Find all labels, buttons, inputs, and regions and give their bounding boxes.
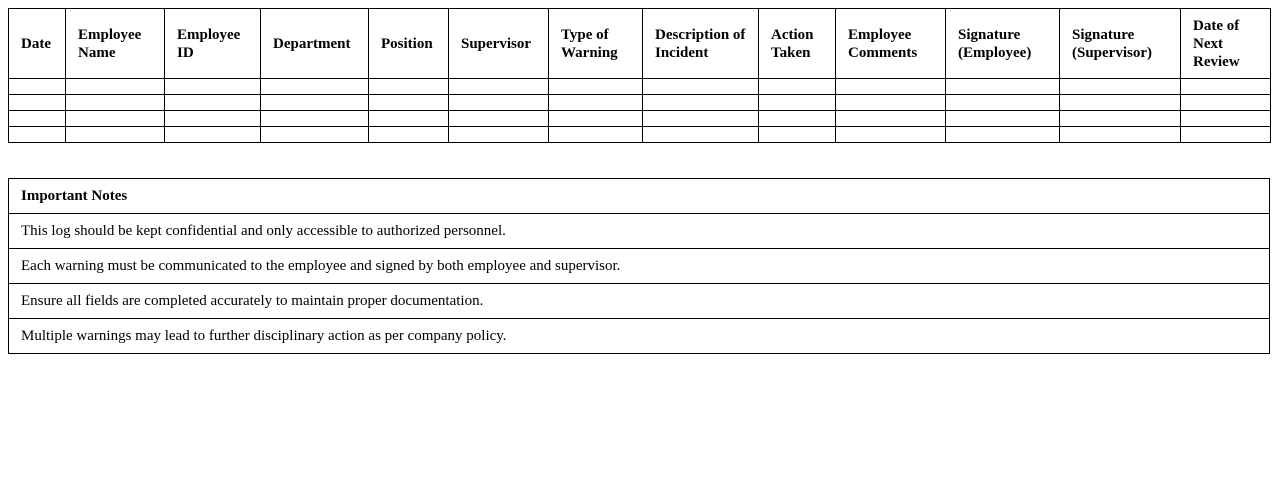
note-item: Ensure all fields are completed accurately to maintain proper documentation. [9, 284, 1270, 319]
table-cell[interactable] [369, 111, 449, 127]
table-cell[interactable] [449, 79, 549, 95]
table-cell[interactable] [1181, 95, 1271, 111]
column-header-department: Department [261, 9, 369, 79]
column-header-employee-comments: Employee Comments [836, 9, 946, 79]
table-cell[interactable] [759, 111, 836, 127]
table-cell[interactable] [261, 127, 369, 143]
table-cell[interactable] [836, 111, 946, 127]
table-cell[interactable] [836, 127, 946, 143]
note-row [9, 284, 1270, 319]
table-cell[interactable] [549, 79, 643, 95]
table-cell[interactable] [66, 111, 165, 127]
table-cell[interactable] [449, 95, 549, 111]
notes-heading-row [9, 179, 1270, 214]
table-cell[interactable] [369, 79, 449, 95]
column-header-action-taken: Action Taken [759, 9, 836, 79]
table-cell[interactable] [165, 127, 261, 143]
note-item: This log should be kept confidential and only accessible to authorized personnel. [9, 214, 1270, 249]
table-cell[interactable] [165, 111, 261, 127]
column-header-description-of-incident: Description of Incident [643, 9, 759, 79]
table-cell[interactable] [261, 111, 369, 127]
table-cell[interactable] [369, 95, 449, 111]
table-cell[interactable] [261, 79, 369, 95]
table-header-row [9, 9, 1271, 79]
table-cell[interactable] [9, 79, 66, 95]
table-cell[interactable] [1060, 111, 1181, 127]
table-cell[interactable] [759, 95, 836, 111]
notes-heading: Important Notes [9, 179, 1270, 214]
table-cell[interactable] [66, 95, 165, 111]
table-cell[interactable] [549, 127, 643, 143]
table-cell[interactable] [643, 79, 759, 95]
table-cell[interactable] [549, 95, 643, 111]
column-header-type-of-warning: Type of Warning [549, 9, 643, 79]
table-cell[interactable] [1060, 79, 1181, 95]
table-cell[interactable] [9, 95, 66, 111]
table-row [9, 111, 1271, 127]
table-cell[interactable] [1181, 127, 1271, 143]
column-header-date: Date [9, 9, 66, 79]
table-cell[interactable] [449, 127, 549, 143]
table-cell[interactable] [1060, 127, 1181, 143]
table-cell[interactable] [66, 127, 165, 143]
table-cell[interactable] [759, 79, 836, 95]
table-cell[interactable] [643, 111, 759, 127]
note-row [9, 319, 1270, 354]
note-row [9, 249, 1270, 284]
table-cell[interactable] [643, 95, 759, 111]
table-cell[interactable] [946, 127, 1060, 143]
important-notes-table [8, 178, 1270, 354]
table-cell[interactable] [165, 95, 261, 111]
column-header-signature-employee: Signature (Employee) [946, 9, 1060, 79]
table-cell[interactable] [165, 79, 261, 95]
column-header-signature-supervisor: Signature (Supervisor) [1060, 9, 1181, 79]
column-header-employee-name: Employee Name [66, 9, 165, 79]
table-cell[interactable] [9, 127, 66, 143]
table-cell[interactable] [836, 79, 946, 95]
table-cell[interactable] [759, 127, 836, 143]
table-cell[interactable] [946, 95, 1060, 111]
table-body [9, 79, 1271, 143]
column-header-date-of-next-review: Date of Next Review [1181, 9, 1271, 79]
table-row [9, 79, 1271, 95]
table-row [9, 127, 1271, 143]
table-cell[interactable] [1060, 95, 1181, 111]
table-cell[interactable] [66, 79, 165, 95]
table-cell[interactable] [1181, 111, 1271, 127]
column-header-position: Position [369, 9, 449, 79]
table-cell[interactable] [549, 111, 643, 127]
warning-log-table [8, 8, 1271, 143]
note-row [9, 214, 1270, 249]
note-item: Multiple warnings may lead to further disciplinary action as per company policy. [9, 319, 1270, 354]
table-cell[interactable] [836, 95, 946, 111]
table-row [9, 95, 1271, 111]
table-cell[interactable] [946, 111, 1060, 127]
table-cell[interactable] [1181, 79, 1271, 95]
table-cell[interactable] [946, 79, 1060, 95]
table-cell[interactable] [369, 127, 449, 143]
table-cell[interactable] [449, 111, 549, 127]
table-cell[interactable] [261, 95, 369, 111]
table-cell[interactable] [9, 111, 66, 127]
column-header-supervisor: Supervisor [449, 9, 549, 79]
note-item: Each warning must be communicated to the employee and signed by both employee and supervisor. [9, 249, 1270, 284]
column-header-employee-id: Employee ID [165, 9, 261, 79]
table-cell[interactable] [643, 127, 759, 143]
